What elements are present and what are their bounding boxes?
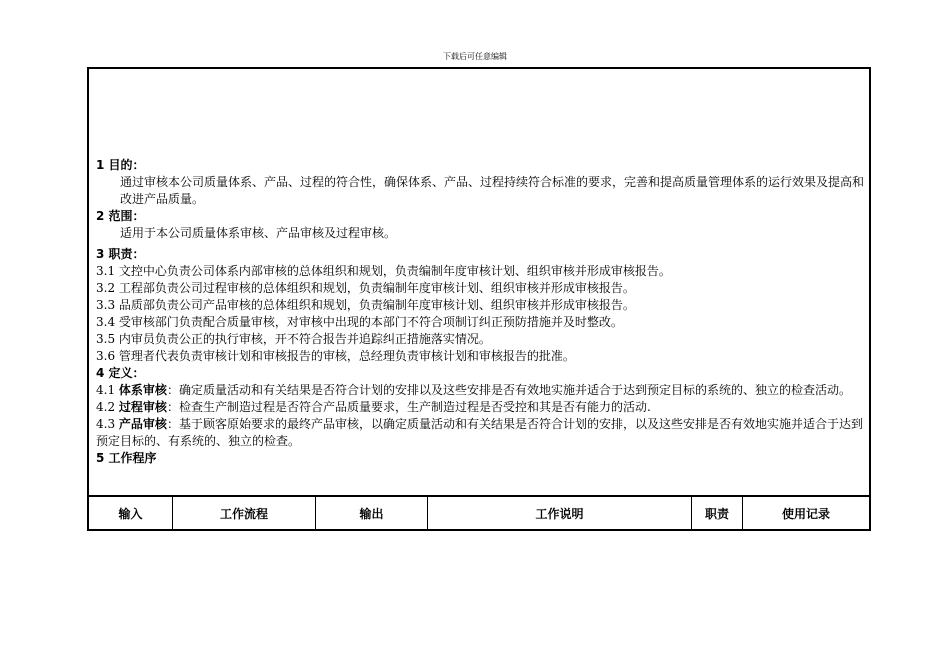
responsibility-item: 3.6 管理者代表负责审核计划和审核报告的审核，总经理负责审核计划和审核报告的批准。 <box>96 349 575 363</box>
definition-item <box>96 382 864 399</box>
definition-text: ：检查生产制造过程是否符合产品质量要求，生产制造过程是否受控和其是否有能力的活动. <box>166 400 651 414</box>
definition-term: 产品审核 <box>118 417 167 431</box>
definition-item <box>96 416 864 450</box>
responsibility-item: 3.1 文控中心负责公司体系内部审核的总体组织和规划，负责编制年度审核计划、组织审核并形成审核报告。 <box>96 264 671 278</box>
col-header-records: 使用记录 <box>743 497 871 530</box>
definition-term: 体系审核 <box>118 383 167 397</box>
table-header-row <box>88 497 870 530</box>
col-header-output: 输出 <box>316 497 428 530</box>
section-2-text: 适用于本公司质量体系审核、产品审核及过程审核。 <box>120 226 397 240</box>
section-3-title: 3 职责： <box>96 247 145 261</box>
definition-term: 过程审核 <box>118 400 167 414</box>
definition-number: 4.2 <box>96 400 116 414</box>
header-note: 下载后可任意编辑 <box>443 52 507 61</box>
col-header-description: 工作说明 <box>428 497 692 530</box>
procedure-content <box>96 157 864 467</box>
section-5-title: 5 工作程序 <box>96 451 157 465</box>
definition-number: 4.1 <box>96 383 116 397</box>
responsibility-item: 3.5 内审员负责公正的执行审核，开不符合报告并追踪纠正措施落实情况。 <box>96 332 491 346</box>
definition-number: 4.3 <box>96 417 116 431</box>
section-2-title: 2 范围： <box>96 209 145 223</box>
responsibility-item: 3.3 品质部负责公司产品审核的总体组织和规划，负责编制年度审核计划、组织审核并形成审核报告。 <box>96 298 635 312</box>
responsibility-item: 3.2 工程部负责公司过程审核的总体组织和规划，负责编制年度审核计划、组织审核并形成审核报告。 <box>96 281 635 295</box>
responsibility-item: 3.4 受审核部门负责配合质量审核，对审核中出现的本部门不符合项制订纠正预防措施并及时整改。 <box>96 315 623 329</box>
document-frame <box>87 67 871 497</box>
definition-item <box>96 399 864 416</box>
section-1-title: 1 目的： <box>96 158 145 172</box>
definition-text: ：确定质量活动和有关结果是否符合计划的安排以及这些安排是否有效地实施并适合于达到预定目标的系统的、独立的检查活动。 <box>166 383 851 397</box>
col-header-input: 输入 <box>88 497 173 530</box>
section-4-title: 4 定义： <box>96 366 145 380</box>
section-1-text: 通过审核本公司质量体系、产品、过程的符合性，确保体系、产品、过程持续符合标准的要求，完善和提高质量管理体系的运行效果及提高和改进产品质量。 <box>120 175 865 206</box>
col-header-responsibility: 职责 <box>692 497 743 530</box>
definition-text: ：基于顾客原始要求的最终产品审核，以确定质量活动和有关结果是否符合计划的安排，以及这些安排是否有效地实施并适合于达到预定目标的、有系统的、独立的检查。 <box>96 417 863 448</box>
procedure-table <box>87 497 871 531</box>
col-header-workflow: 工作流程 <box>173 497 316 530</box>
